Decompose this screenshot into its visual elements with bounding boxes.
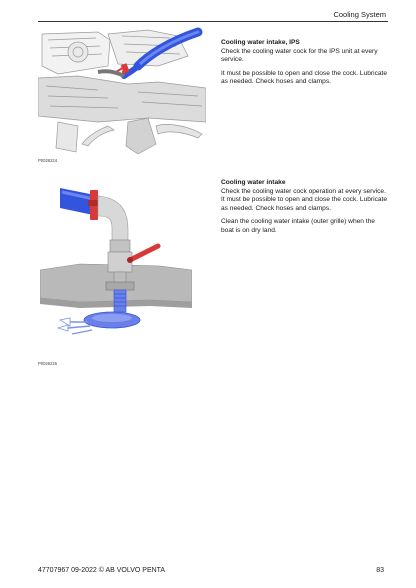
page-number: 83 [376,567,384,574]
figure-id-p0026224: P0026224 [38,158,58,163]
section-title: Cooling water intake, IPS [221,39,300,46]
section-title: Cooling water intake [221,179,286,186]
section-water-intake [221,179,389,241]
section-paragraph: Check the cooling water cock for the IPS unit at every service. [221,47,378,64]
section-ips-intake [221,39,389,92]
illustration-ips-intake [38,26,206,154]
section-paragraph: Check the cooling water cock operation at every service. It must be possible to open and close the cock. Lubricate as needed. Check hoses and clamps. [221,187,388,212]
section-paragraph: It must be possible to open and close the cock. Lubricate as needed. Check hoses and clamps. [221,69,388,86]
section-paragraph: Clean the cooling water intake (outer grille) when the boat is on dry land. [221,218,375,234]
footer-doc-ref: 47707967 09-2022 © AB VOLVO PENTA [38,567,166,574]
header-rule [38,21,388,22]
figure-id-p0026225: P0026225 [38,361,58,366]
header-title: Cooling System [333,10,386,19]
illustration-water-cock [40,170,192,352]
